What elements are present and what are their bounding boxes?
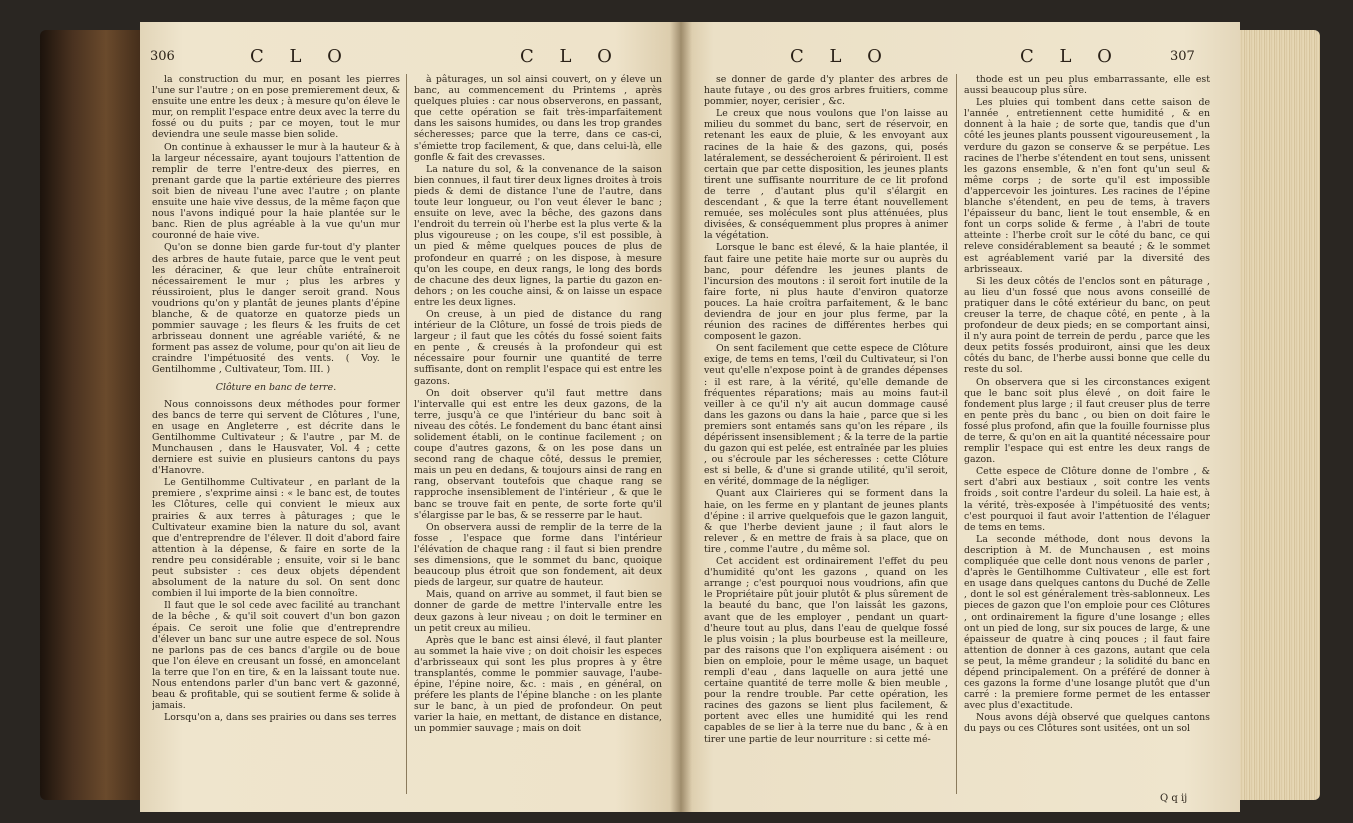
paragraph: La seconde méthode, dont nous devons la description à M. de Munchausen , est moins compliquée que celle dont nous venons de parler , d'après le Gentilhomme Cultivateur , elle est fort en usage dans quelques cantons du Duché de Zelle , dont le sol est généralement très-sablonneux. Les pieces de gazon que l'on emploie pour ces Clôtures , ont ordinairement la figure d'une losange ; elles ont un pied de long, sur six pouces de large, & une épaisseur de quatre à cinq pouces ; il faut faire attention de donner à ces gazons, autant que cela se peut, la même grandeur ; la solidité du banc en dépend principalement. On a préféré de donner à ces gazons la forme d'une losange plutôt que d'un carré : la premiere forme permet de les entasser avec plus d'exactitude.	[964, 533, 1210, 712]
paragraph: Si les deux côtés de l'enclos sont en pâturage , au lieu d'un fossé que nous avons conseillé de pratiquer dans le côté extérieur du banc, on peut creuser la terre, de chaque côté, en pente , à la profondeur de deux pieds; en se comportant ainsi, il n'y aura point de terrein de perdu , parce que les deux petits fossés produiront, ainsi que les deux côtés du banc, de l'herbe aussi bonne que celle du reste du sol.	[964, 275, 1210, 376]
right-running-head	[680, 46, 1240, 70]
left-header-col1: C L O	[250, 46, 352, 67]
paragraph: On sent facilement que cette espece de Clôture exige, de tems en tems, l'œil du Cultivateur, si l'on veut qu'elle n'expose point à de grandes dépenses : il est rare, à la vérité, qu'elle demande de fréquentes réparations; mais au moins faut-il veiller à ce qu'il n'y ait aucun dommage causé dans les gazons ou dans la haie , parce que si les premiers sont entamés sans qu'on les répare , ils dépérissent insensiblement ; & la terre de la partie du gazon qui est pelée, est entraînée par les pluies , ou s'écroule par les sécheresses : cette Clôture est si belle, & d'une si grande utilité, qu'il seroit, en vérité, dommage de la négliger.	[704, 343, 948, 488]
right-header-col1: C L O	[790, 46, 892, 67]
left-header-col2: C L O	[520, 46, 622, 67]
paragraph: La nature du sol, & la convenance de la saison bien connues, il faut tirer deux lignes droites à trois pieds & demi de distance l'une de l'autre, dans toute leur longueur, ou l'on veut élever le banc ; ensuite on leve, avec la bêche, des gazons dans l'endroit du terrein où l'herbe est la plus verte & la plus vigoureuse ; on les coupe, s'il est possible, à un pied & même quelques pouces de plus de profondeur en quarré ; on les dispose, à mesure qu'on les coupe, en deux rangs, le long des bords de chacune des deux lignes, la partie du gazon en-dehors ; on les couche ainsi, & on laisse un espace entre les deux lignes.	[414, 163, 662, 308]
book-cover-left	[40, 30, 150, 800]
paragraph: Les pluies qui tombent dans cette saison de l'année , entretiennent cette humidité , & en donnent à la haie ; de sorte que, tandis que d'un côté les jeunes plants poussent vigoureusement , la verdure du gazon se conserve & se perpétue. Les racines de l'herbe s'étendent en tout sens, unissent les gazons ensemble, & n'en font qu'un seul & même corps ; de sorte qu'il est impossible d'appercevoir les jointures. Les racines de l'épine blanche s'étendent, en peu de tems, à travers l'épaisseur du banc, lient le tout ensemble, & en font un corps solide & ferme , à l'abri de toute atteinte : l'herbe croît sur le côté du banc, ce qui releve considérablement sa beauté ; & le sommet est agréablement varié par la diversité des arbrisseaux.	[964, 97, 1210, 275]
paragraph: Nous connoissons deux méthodes pour former des bancs de terre qui servent de Clôtures , l'une, en usage en Angleterre , est décrite dans le Gentilhomme Cultivateur ; & l'autre , par M. de Munchausen , dans le Hausvater, Vol. 4 ; cette derniere est suivie en plusieurs cantons du pays d'Hanovre.	[152, 398, 400, 477]
paragraph: Qu'on se donne bien garde fur-tout d'y planter des arbres de haute futaie, parce que le vent peut les déraciner, & que leur chûte entraîneroit nécessairement le mur ; plus les arbres y réussiroient, plus le danger seroit grand. Nous voudrions qu'on y plantât de jeunes plants d'épine blanche, & de quatorze en quatorze pieds un pommier sauvage ; les fleurs & les fruits de cet arbrisseau donnent une agréable variété, & ne forment pas assez de volume, pour qu'on ait lieu de craindre l'impétuosité des vents. ( Voy. le Gentilhomme , Cultivateur, Tom. III. )	[152, 242, 400, 376]
right-column-1	[704, 74, 948, 794]
paragraph: Le creux que nous voulons que l'on laisse au milieu du sommet du banc, sert de réservoir, en retenant les eaux de pluie, & les envoyant aux racines de la haie & des gazons, qui, posés latéralement, se dessécheroient & périroient. Il est certain que par cette disposition, les jeunes plants tirent une suffisante nourriture de ce lit profond de terre , d'autant plus qu'il s'élargit en descendant , & que la terre étant nouvellement remuée, ses molécules sont plus atténuées, plus divisées, & conséquemment plus propres à animer la végétation.	[704, 108, 948, 242]
column-rule	[406, 74, 407, 794]
paragraph: On observera que si les circonstances exigent que le banc soit plus élevé , on doit faire le fondement plus large ; il faut creuser plus de terre en pente près du banc , ou bien on doit faire le fossé plus profond, afin que la fouille fournisse plus de terre, & qu'on en ait la quantité nécessaire pour remplir l'espace qui est entre les deux rangs de gazon.	[964, 376, 1210, 466]
paragraph: On continue à exhausser le mur à la hauteur & à la largeur nécessaire, ayant toujours l'attention de remplir de terre l'entre-deux des pierres, en prenant garde que la partie extérieure des pierres soit bien de niveau l'une avec l'autre ; on plante ensuite une haie vive dessus, de la même façon que nous l'avons indiqué pour la haie plantée sur le banc. Rien de plus agréable à la vue qu'un mur couronné de haie vive.	[152, 141, 400, 242]
right-header-col2: C L O	[1020, 46, 1122, 67]
left-column-2	[414, 74, 662, 794]
left-running-head	[140, 46, 680, 70]
paragraph: Nous avons déjà observé que quelques cantons du pays ou ces Clôtures sont usitées, ont un sol	[964, 712, 1210, 735]
paragraph: à pâturages, un sol ainsi couvert, on y éleve un banc, au commencement du Printems , après quelques pluies : car nous observerons, en passant, que cette opération se fait très-imparfaitement dans les saisons humides, ou dans les trop grandes sécheresses; parce que la terre, dans ce cas-ci, s'émiette trop facilement, & que, dans celui-là, elle gonfle & fait des crevasses.	[414, 74, 662, 163]
signature-mark: Q q ij	[1160, 793, 1188, 804]
paragraph: Lorsqu'on a, dans ses prairies ou dans ses terres	[164, 712, 397, 724]
paragraph: On creuse, à un pied de distance du rang intérieur de la Clôture, un fossé de trois pieds de largeur ; il faut que les côtés du fossé soient faits en pente , & creusés à la profondeur qui est nécessaire pour fournir une quantité de terre suffisante, dont on remplit l'espace qui est entre les gazons.	[414, 308, 662, 387]
left-page	[140, 22, 680, 812]
paragraph: Quant aux Clairieres qui se forment dans la haie, on les ferme en y plantant de jeunes plants d'épine : il arrive quelquefois que le gazon languit, & que l'herbe devient jaune ; il faut alors le relever , & en mettre de frais à sa place, que on tire , comme l'autre , du même sol.	[704, 488, 948, 555]
section-heading: Clôture en banc de terre.	[215, 381, 337, 393]
right-page-number: 307	[1170, 49, 1195, 64]
paragraph: Cet accident est ordinairement l'effet du peu d'humidité qu'ont les gazons , quand on les arrange ; c'est pourquoi nous voudrions, afin que le Propriétaire pût jouir plutôt & plus sûrement de la beauté du banc, que l'on laissât les gazons, avant que de les employer , pendant un quart-d'heure tout au plus, dans l'eau de quelque fossé le plus voisin ; la plus bourbeuse est la meilleure, par des raisons que l'on expliquera aisément : ou bien on emploie, pour le même usage, un baquet rempli d'eau , dans laquelle on aura jetté une certaine quantité de terre molle & bien meuble , pour la rendre trouble. Par cette opération, les racines des gazons se lient plus facilement, & portent avec elles une humidité qui les rend capables de se lier à la terre nue du banc , & à en tirer une partie de leur nourriture : si cette mé-	[704, 556, 948, 745]
right-column-2	[964, 74, 1210, 794]
paragraph: Lorsque le banc est élevé, & la haie plantée, il faut faire une petite haie morte sur ou auprès du banc, pour défendre les jeunes plants de l'incursion des moutons : il seroit fort inutile de la faire forte, ni plus haute d'environ quatorze pouces. La haie croîtra parfaitement, & le banc deviendra de jour en jour plus ferme, par la réunion des racines de différentes herbes qui composent le gazon.	[704, 242, 948, 343]
paragraph: thode est un peu plus embarrassante, elle est aussi beaucoup plus sûre.	[964, 74, 1210, 97]
right-page	[680, 22, 1240, 812]
open-book	[40, 22, 1320, 812]
paragraph: On doit observer qu'il faut mettre dans l'intervalle qui est entre les deux gazons, de la terre, jusqu'à ce que l'intérieur du banc soit à niveau des côtés. Le fondement du banc étant ainsi solidement établi, on le continue facilement ; on coupe d'autres gazons, & on les pose dans un second rang de chaque côté, dessus le premier, mais un peu en dedans, & toujours ainsi de rang en rang, observant toutefois que chaque rang se rapproche insensiblement de l'intérieur , & que le banc se trouve fait en pente, de sorte forte qu'il s'élargisse par le bas, & se resserre par le haut.	[414, 387, 662, 521]
paragraph: Après que le banc est ainsi élevé, il faut planter au sommet la haie vive ; on doit choisir les especes d'arbrisseaux qui sont les plus propres à y être transplantés, comme le pommier sauvage, l'aube-épine, l'épine noire, &c. : mais , en général, on préfere les plants de l'épine blanche : on les plante sur le banc, à un pied de profondeur. On peut varier la haie, en mettant, de distance en distance, un pommier sauvage ; mais on doit	[414, 634, 662, 735]
left-column-1	[152, 74, 400, 794]
column-rule	[956, 74, 957, 794]
book-gutter	[670, 22, 692, 812]
paragraph: la construction du mur, en posant les pierres l'une sur l'autre ; on en pose premierement deux, & ensuite une entre les deux ; à mesure qu'on éleve le mur, on remplit l'espace entre deux avec la terre du fossé ou du puits ; par ce moyen, tout le mur deviendra une seule masse bien solide.	[152, 74, 400, 141]
paragraph: On observera aussi de remplir de la terre de la fosse , l'espace que forme dans l'intérieur l'élévation de chaque rang : il faut si bien prendre ses dimensions, que le sommet du banc, quoique beaucoup plus étroit que son fondement, ait deux pieds de largeur, sur quatre de hauteur.	[414, 521, 662, 589]
paragraph: Il faut que le sol cede avec facilité au tranchant de la bêche , & qu'il soit couvert d'un bon gazon épais. Ce seroit une folie que d'entreprendre d'élever un banc sur une autre espece de sol. Nous ne parlons pas de ces bancs d'argile ou de boue que l'on éleve en creusant un fossé, en amoncelant la terre que l'on en tire, & en la laissant toute nue. Nous entendons parler d'un banc vert & gazonné, beau & profitable, qui se soutient ferme & solide à jamais.	[152, 600, 400, 712]
page-edges-right	[1230, 30, 1320, 800]
left-page-number: 306	[150, 49, 175, 64]
paragraph: Mais, quand on arrive au sommet, il faut bien se donner de garde de mettre l'intervalle entre les deux gazons à leur niveau ; on doit le terminer en un petit creux au milieu.	[414, 589, 662, 634]
paragraph: se donner de garde d'y planter des arbres de haute futaye , ou des gros arbres fruitiers, comme pommier, noyer, cerisier , &c.	[704, 74, 948, 108]
paragraph: Le Gentilhomme Cultivateur , en parlant de la premiere , s'exprime ainsi : « le banc est, de toutes les Clôtures, celle qui convient le mieux aux prairies & aux terres à pâturages ; que le Cultivateur examine bien la nature du sol, avant que d'entreprendre de l'élever. Il doit d'abord faire attention à la dépense, & faire en sorte de la rendre peu considérable ; ensuite, voir si le banc peut subsister : ces deux objets dépendent absolument de la nature du sol. On sent donc combien il lui importe de la bien connoître.	[152, 477, 400, 600]
paragraph: Cette espece de Clôture donne de l'ombre , & sert d'abri aux bestiaux , soit contre les vents froids , soit contre l'ardeur du soleil. La haie est, à la vérité, très-exposée à l'impétuosité des vents; c'est pourquoi il faut avoir l'attention de l'élaguer de tems en tems.	[964, 466, 1210, 533]
